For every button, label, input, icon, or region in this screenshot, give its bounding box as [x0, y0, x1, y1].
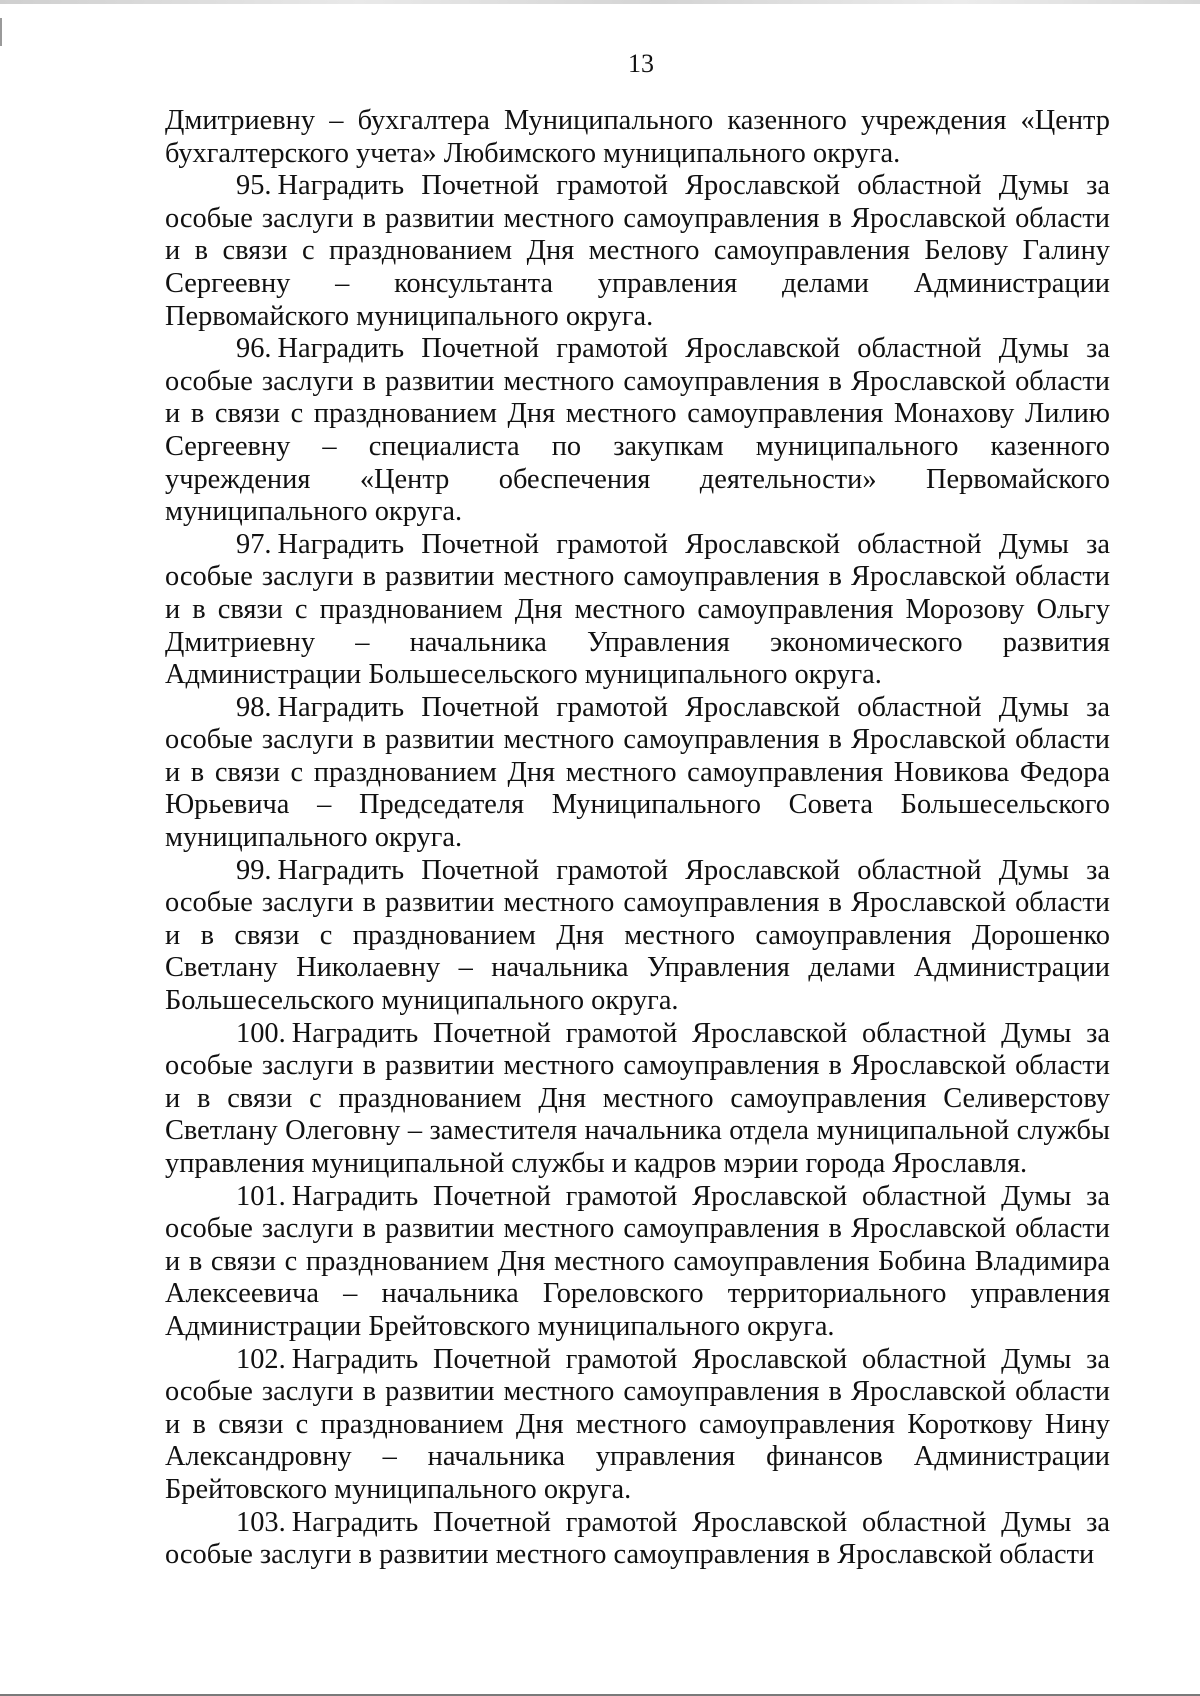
paragraph-text: Наградить Почетной грамотой Ярославской областной Думы за особые заслуги в развитии местного самоуправления в Ярославской области и в связи с празднованием Дня местного самоуправления Монахову Лилию Сергеевну – специалиста по закупкам муниципального казенного учреждения «Центр обеспечения деятельности» Первомайского муниципального округа. — [165, 333, 1110, 528]
paragraph-99 — [165, 855, 1110, 1018]
paragraph-text: Наградить Почетной грамотой Ярославской областной Думы за особые заслуги в развитии местного самоуправления в Ярославской области и в связи с празднованием Дня местного самоуправления Новикова Федора Юрьевича – Председателя Муниципального Совета Большесельского муниципального округа. — [165, 691, 1110, 854]
paragraph-number: 100. — [236, 1017, 286, 1049]
paragraph-number: 101. — [236, 1180, 286, 1212]
paragraph-text: Наградить Почетной грамотой Ярославской областной Думы за особые заслуги в развитии местного самоуправления в Ярославской области и в связи с празднованием Дня местного самоуправления Короткову Нину Александровну – начальника управления финансов Администрации Брейтовского муниципального округа. — [165, 1343, 1110, 1505]
paragraph-number: 97. — [236, 528, 272, 560]
scan-edge-top — [0, 0, 1200, 4]
paragraph-number: 98. — [236, 691, 272, 723]
continuation-paragraph: Дмитриевну – бухгалтера Муниципального казенного учреждения «Центр бухгалтерского учета» Любимского муниципального округа. — [165, 105, 1110, 169]
paragraph-text: Наградить Почетной грамотой Ярославской областной Думы за особые заслуги в развитии местного самоуправления в Ярославской области и в связи с празднованием Дня местного самоуправления Селиверстову Светлану Олеговну – заместителя начальника отдела муниципальной службы управления муниципальной службы и кадров мэрии города Ярославля. — [165, 1017, 1110, 1179]
paragraph-96 — [165, 333, 1110, 529]
paragraph-98 — [165, 692, 1110, 855]
paragraph-97 — [165, 529, 1110, 692]
paragraph-102 — [165, 1344, 1110, 1507]
paragraph-100 — [165, 1018, 1110, 1181]
paragraph-number: 99. — [236, 854, 272, 886]
paragraph-number: 103. — [236, 1506, 286, 1538]
paragraph-text: Наградить Почетной грамотой Ярославской областной Думы за особые заслуги в развитии местного самоуправления в Ярославской области — [165, 1506, 1110, 1571]
paragraph-95 — [165, 170, 1110, 333]
paragraph-number: 102. — [236, 1343, 286, 1375]
paragraph-103 — [165, 1507, 1110, 1572]
scan-edge-left — [0, 18, 2, 46]
document-body — [165, 105, 1110, 1572]
paragraph-text: Наградить Почетной грамотой Ярославской областной Думы за особые заслуги в развитии местного самоуправления в Ярославской области и в связи с празднованием Дня местного самоуправления Дорошенко Светлану Николаевну – начальника Управления делами Администрации Большесельского муниципального округа. — [165, 854, 1110, 1017]
paragraph-text: Наградить Почетной грамотой Ярославской областной Думы за особые заслуги в развитии местного самоуправления в Ярославской области и в связи с празднованием Дня местного самоуправления Бобина Владимира Алексеевича – начальника Гореловского территориального управления Администрации Брейтовского муниципального округа. — [165, 1180, 1110, 1342]
paragraph-text: Наградить Почетной грамотой Ярославской областной Думы за особые заслуги в развитии местного самоуправления в Ярославской области и в связи с празднованием Дня местного самоуправления Белову Галину Сергеевну – консультанта управления делами Администрации Первомайского муниципального округа. — [165, 170, 1110, 332]
paragraph-text: Наградить Почетной грамотой Ярославской областной Думы за особые заслуги в развитии местного самоуправления в Ярославской области и в связи с празднованием Дня местного самоуправления Морозову Ольгу Дмитриевну – начальника Управления экономического развития Администрации Большесельского муниципального округа. — [165, 528, 1110, 691]
page-number: 13 — [628, 49, 654, 78]
paragraph-number: 95. — [236, 170, 272, 202]
paragraph-number: 96. — [236, 333, 272, 365]
paragraph-101 — [165, 1181, 1110, 1344]
